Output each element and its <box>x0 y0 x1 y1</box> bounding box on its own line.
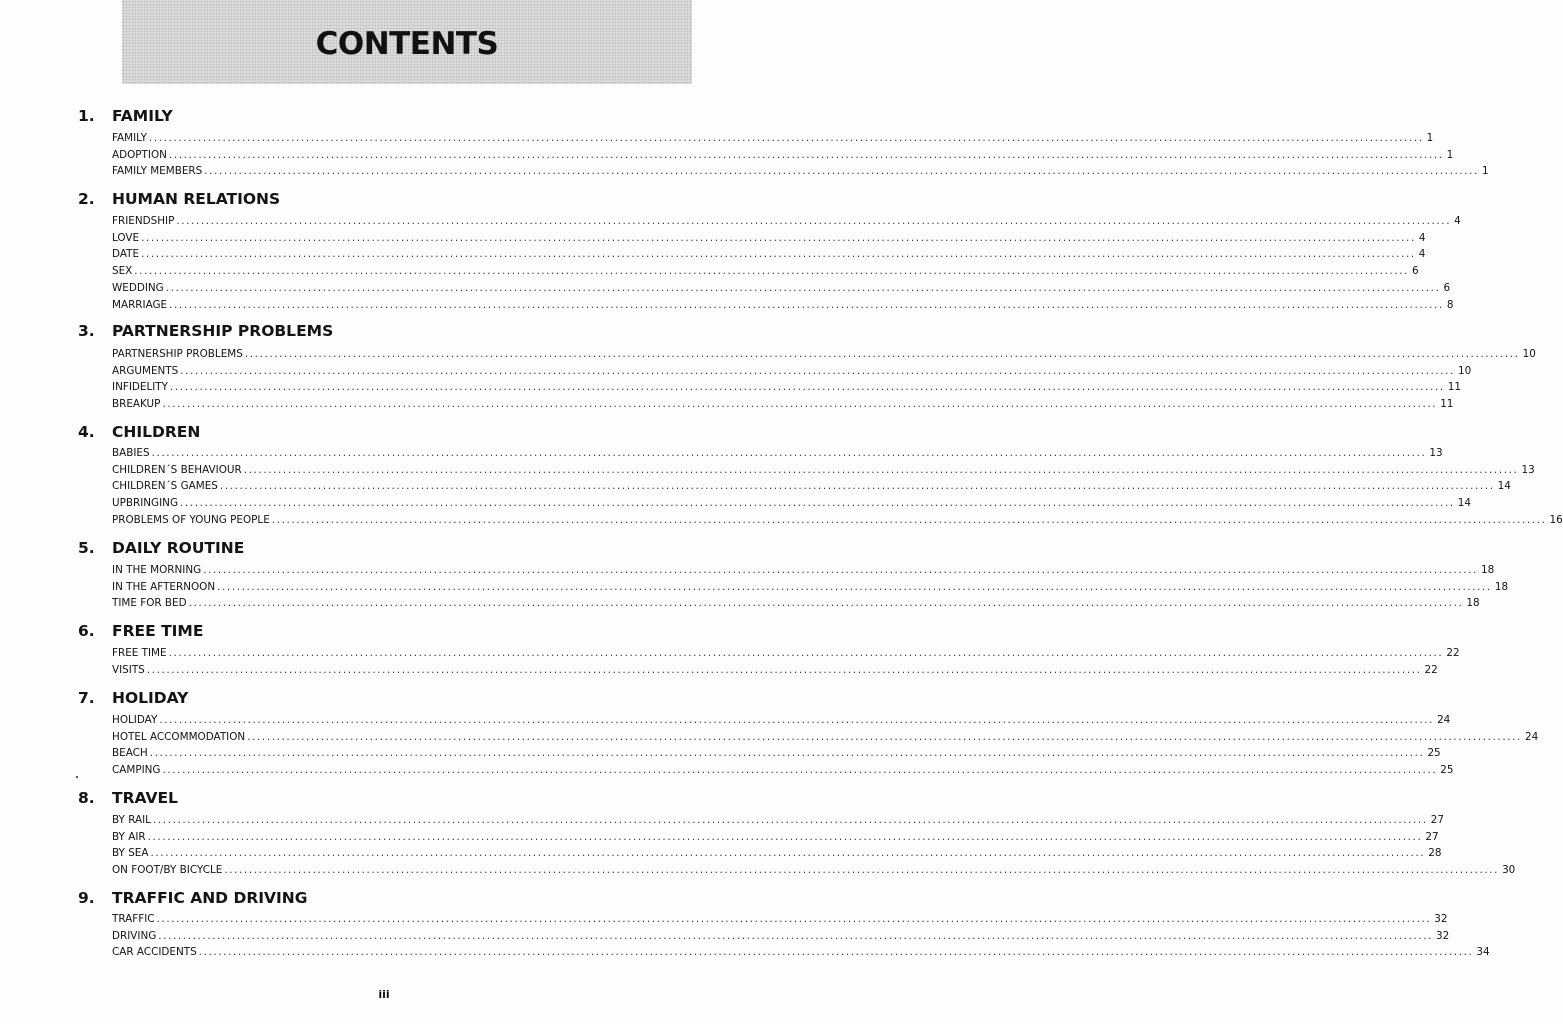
toc-entry <box>112 846 1442 861</box>
toc-entry-page: 6 <box>1443 281 1451 294</box>
toc-entry-label: ADOPTION <box>112 148 167 161</box>
page-title: CONTENTS <box>315 26 499 62</box>
toc-entry-page: 22 <box>1424 663 1438 676</box>
toc-entry-label: BEACH <box>112 747 148 760</box>
toc-entry <box>112 264 1419 279</box>
dot-leader: .................................................................................................................................................................................................................................................................... <box>141 231 1416 244</box>
section-title: HOLIDAY <box>112 689 189 707</box>
toc-entry <box>112 563 1495 578</box>
toc-entry <box>112 247 1426 262</box>
toc-entry-label: CAMPING <box>112 764 161 777</box>
toc-entry-page: 11 <box>1447 381 1461 394</box>
toc-entry-label: VISITS <box>112 663 145 676</box>
dot-leader: .................................................................................................................................................................................................................................................................... <box>168 647 1444 659</box>
dot-leader: .................................................................................................................................................................................................................................................................... <box>158 929 1434 942</box>
section-number: 9. <box>78 889 95 907</box>
section-heading <box>0 190 768 210</box>
toc-entry-page: 4 <box>1418 231 1426 244</box>
toc-entry-page: 27 <box>1430 814 1444 826</box>
toc-entry-page: 13 <box>1429 447 1443 459</box>
dot-leader: .................................................................................................................................................................................................................................................................... <box>151 447 1427 459</box>
dot-leader: .................................................................................................................................................................................................................................................................... <box>247 730 1522 743</box>
toc-entry <box>112 463 1535 478</box>
section-number: 7. <box>78 689 95 707</box>
dot-leader: .................................................................................................................................................................................................................................................................... <box>188 597 1464 610</box>
dot-leader: .................................................................................................................................................................................................................................................................... <box>159 714 1435 726</box>
section-number: 1. <box>78 107 95 125</box>
section-number: 6. <box>78 622 95 640</box>
toc-entry <box>112 912 1448 927</box>
toc-entry-label: BREAKUP <box>112 398 161 411</box>
section-title: DAILY ROUTINE <box>112 539 245 557</box>
toc-entry-label: TIME FOR BED <box>112 597 187 610</box>
toc-entry <box>112 231 1426 246</box>
toc-entry-page: 28 <box>1428 847 1442 860</box>
toc-entry-label: BY RAIL <box>112 814 151 826</box>
dot-leader: .................................................................................................................................................................................................................................................................... <box>165 281 1441 294</box>
toc-entry-page: 24 <box>1437 714 1451 726</box>
toc-entry-label: CHILDREN´S BEHAVIOUR <box>112 463 242 476</box>
dot-leader: .................................................................................................................................................................................................................................................................... <box>170 381 1445 394</box>
dot-leader: .................................................................................................................................................................................................................................................................... <box>162 764 1438 777</box>
toc-entry <box>112 397 1454 412</box>
section-title: FAMILY <box>112 107 173 125</box>
toc-entry-label: PARTNERSHIP PROBLEMS <box>112 348 243 360</box>
toc-entry-page: 1 <box>1446 148 1454 161</box>
section-heading <box>0 423 768 443</box>
toc-entry <box>112 380 1461 395</box>
toc-entry <box>112 730 1539 745</box>
dot-leader: .................................................................................................................................................................................................................................................................... <box>147 830 1423 843</box>
dot-leader: .................................................................................................................................................................................................................................................................... <box>162 398 1438 411</box>
toc-entry-label: DRIVING <box>112 929 157 942</box>
toc-entry <box>112 214 1461 229</box>
toc-entry <box>112 945 1490 960</box>
dot-leader: .................................................................................................................................................................................................................................................................... <box>134 265 1410 278</box>
toc-entry-label: FAMILY MEMBERS <box>112 165 203 178</box>
toc-entry-page: 14 <box>1497 480 1511 493</box>
toc-entry <box>112 830 1439 845</box>
toc-entry <box>112 496 1471 511</box>
dot-leader: .................................................................................................................................................................................................................................................................... <box>219 480 1495 493</box>
dot-leader: .................................................................................................................................................................................................................................................................... <box>198 946 1474 959</box>
toc-entry-page: 10 <box>1522 348 1536 360</box>
dot-leader: .................................................................................................................................................................................................................................................................... <box>169 298 1444 311</box>
toc-entry-label: BY SEA <box>112 847 149 860</box>
toc-entry-page: 6 <box>1412 265 1419 278</box>
toc-entry <box>112 131 1434 146</box>
section-heading <box>0 889 768 909</box>
toc-entry-label: FREE TIME <box>112 647 167 659</box>
toc-entry-page: 4 <box>1418 248 1426 261</box>
toc-entry-page: 13 <box>1521 463 1535 476</box>
toc-entry-label: IN THE MORNING <box>112 564 202 576</box>
toc-entry-label: FRIENDSHIP <box>112 215 175 227</box>
toc-entry-page: 4 <box>1454 215 1461 227</box>
toc-entry-page: 1 <box>1426 132 1434 144</box>
dot-leader: .................................................................................................................................................................................................................................................................... <box>152 814 1428 826</box>
toc-entry <box>112 298 1454 313</box>
toc-entry <box>112 479 1511 494</box>
toc-entry-page: 8 <box>1446 298 1454 311</box>
toc-entry <box>112 596 1480 611</box>
toc-entry-page: 14 <box>1457 497 1471 510</box>
toc-entry-label: BABIES <box>112 447 150 459</box>
dot-leader: .................................................................................................................................................................................................................................................................... <box>203 564 1478 576</box>
toc-entry <box>112 713 1451 728</box>
toc-entry <box>112 347 1536 362</box>
dot-leader: .................................................................................................................................................................................................................................................................... <box>176 215 1452 227</box>
toc-entry-label: INFIDELITY <box>112 381 168 394</box>
toc-entry <box>112 148 1454 163</box>
dot-leader: .................................................................................................................................................................................................................................................................... <box>150 847 1426 860</box>
toc-entry-label: WEDDING <box>112 281 164 294</box>
section-number: 5. <box>78 539 95 557</box>
toc-entry <box>112 513 1563 528</box>
section-title: FREE TIME <box>112 622 204 640</box>
section-heading <box>0 622 768 642</box>
dot-leader: .................................................................................................................................................................................................................................................................... <box>168 148 1444 161</box>
toc-entry-label: LOVE <box>112 231 140 244</box>
toc-entry-page: 34 <box>1476 946 1490 959</box>
toc-entry-label: MARRIAGE <box>112 298 168 311</box>
toc-entry-page: 25 <box>1427 747 1441 760</box>
toc-entry-label: ON FOOT/BY BICYCLE <box>112 864 223 877</box>
section-number: 8. <box>78 789 95 807</box>
toc-entry-page: 18 <box>1480 564 1495 576</box>
toc-entry <box>112 746 1441 761</box>
dot-leader: .................................................................................................................................................................................................................................................................... <box>243 463 1519 476</box>
toc-entry-label: CHILDREN´S GAMES <box>112 480 218 493</box>
section-heading <box>0 322 768 342</box>
toc-entry <box>112 446 1443 461</box>
toc-entry-label: BY AIR <box>112 830 146 843</box>
section-title: PARTNERSHIP PROBLEMS <box>112 322 334 340</box>
toc-entry-page: 18 <box>1466 597 1480 610</box>
page-number: iii <box>378 988 390 1001</box>
toc-entry <box>112 763 1454 778</box>
toc-entry <box>112 281 1451 296</box>
section-heading <box>0 789 768 809</box>
toc-entry-page: 30 <box>1502 864 1516 877</box>
section-heading <box>0 539 768 559</box>
toc-entry-label: UPBRINGING <box>112 497 178 510</box>
dot-leader: .................................................................................................................................................................................................................................................................... <box>148 132 1424 144</box>
toc-entry-label: DATE <box>112 248 140 261</box>
dot-leader: .................................................................................................................................................................................................................................................................... <box>146 663 1422 676</box>
toc-entry-label: HOTEL ACCOMMODATION <box>112 730 246 743</box>
toc-entry-page: 22 <box>1446 647 1460 659</box>
toc-entry-label: ARGUMENTS <box>112 364 179 377</box>
toc-entry-page: 32 <box>1436 929 1450 942</box>
section-heading <box>0 689 768 709</box>
dot-leader: .................................................................................................................................................................................................................................................................... <box>149 747 1425 760</box>
toc-entry <box>112 580 1509 595</box>
section-number: 4. <box>78 423 95 441</box>
section-title: CHILDREN <box>112 423 201 441</box>
toc-entry-page: 10 <box>1457 364 1472 377</box>
toc-entry-page: 27 <box>1425 830 1439 843</box>
toc-entry-page: 24 <box>1524 730 1539 743</box>
section-number: 3. <box>78 322 95 340</box>
section-number: 2. <box>78 190 95 208</box>
toc-entry-page: 11 <box>1440 398 1454 411</box>
dot-leader: .................................................................................................................................................................................................................................................................... <box>156 913 1432 925</box>
toc-entry-page: 18 <box>1494 580 1509 593</box>
section-title: TRAFFIC AND DRIVING <box>112 889 308 907</box>
toc-entry <box>112 646 1460 661</box>
dot-leader: .................................................................................................................................................................................................................................................................... <box>224 864 1500 877</box>
toc-entry-label: HOLIDAY <box>112 714 158 726</box>
toc-entry-label: IN THE AFTERNOON <box>112 580 216 593</box>
dot-leader: .................................................................................................................................................................................................................................................................... <box>271 513 1547 526</box>
section-title: TRAVEL <box>112 789 178 807</box>
toc-entry-page: 25 <box>1440 764 1454 777</box>
toc-entry <box>112 364 1472 379</box>
stray-mark <box>76 776 78 778</box>
toc-entry <box>112 164 1489 179</box>
toc-entry <box>112 813 1444 828</box>
toc-entry-label: FAMILY <box>112 132 147 144</box>
toc-entry-label: PROBLEMS OF YOUNG PEOPLE <box>112 513 270 526</box>
dot-leader: .................................................................................................................................................................................................................................................................... <box>244 348 1520 360</box>
section-heading <box>0 107 768 127</box>
toc-entry <box>112 863 1516 878</box>
toc-entry-label: SEX <box>112 265 133 278</box>
dot-leader: .................................................................................................................................................................................................................................................................... <box>141 248 1416 261</box>
toc-entry-page: 32 <box>1434 913 1448 925</box>
dot-leader: .................................................................................................................................................................................................................................................................... <box>180 364 1455 377</box>
dot-leader: .................................................................................................................................................................................................................................................................... <box>204 165 1479 178</box>
toc-entry-page: 1 <box>1481 165 1489 178</box>
toc-entry <box>112 929 1450 944</box>
dot-leader: .................................................................................................................................................................................................................................................................... <box>180 497 1455 510</box>
toc-entry-label: CAR ACCIDENTS <box>112 946 197 959</box>
toc-entry <box>112 663 1438 678</box>
section-title: HUMAN RELATIONS <box>112 190 281 208</box>
toc-entry-page: 16 <box>1549 513 1563 526</box>
dot-leader: .................................................................................................................................................................................................................................................................... <box>217 580 1492 593</box>
toc-entry-label: TRAFFIC <box>112 913 155 925</box>
